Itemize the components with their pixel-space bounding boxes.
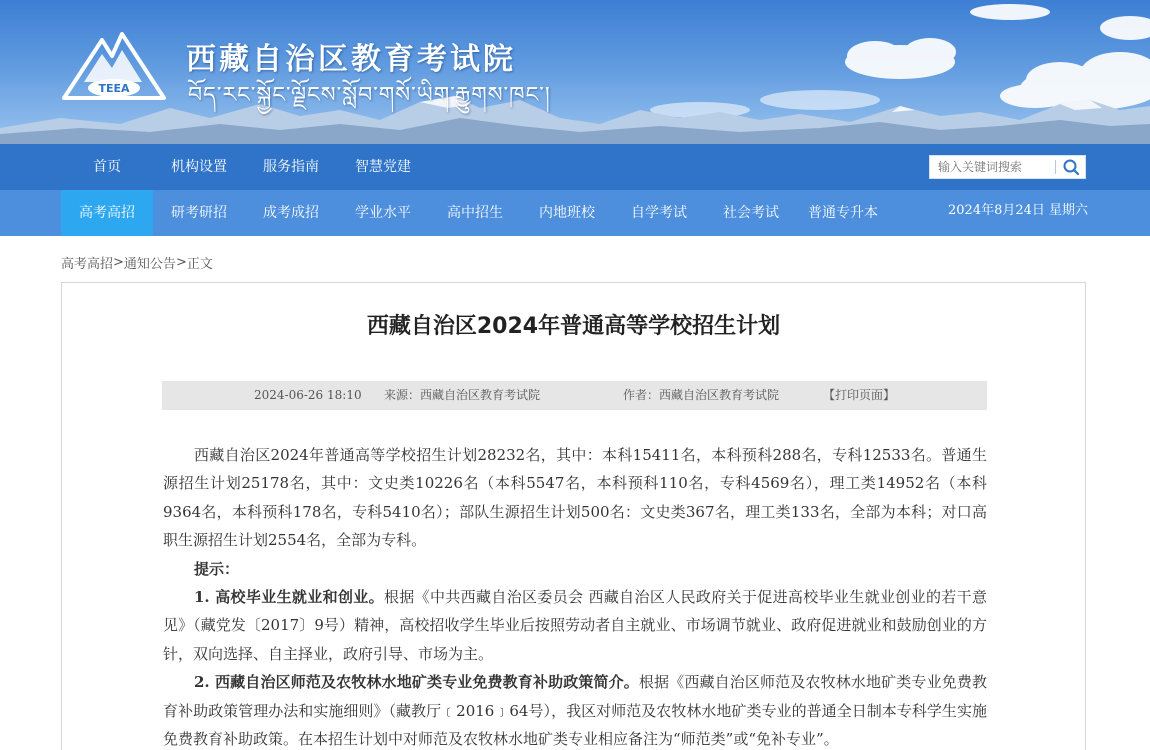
article-container [61,282,1086,750]
site-logo[interactable] [62,30,166,102]
breadcrumb-item-notices[interactable]: 通知公告 [123,257,176,272]
nav-item-service-guide[interactable]: 服务指南 [263,159,319,175]
secondary-nav [0,190,1150,236]
search-box [929,155,1086,179]
nav-item-party-building[interactable]: 智慧党建 [355,159,411,175]
search-input[interactable] [930,156,1054,178]
article-body [163,441,987,750]
banner-background [0,0,1150,144]
search-icon[interactable] [1060,158,1082,176]
breadcrumb-separator: > [113,255,124,270]
article-point-1 [163,583,987,668]
tip-label: 提示： [194,559,240,578]
nav-item-adult-exam[interactable]: 成考成招 [263,205,319,221]
point-2-body: 根据《西藏自治区师范及农牧林水地矿类专业免费教育补助政策管理办法和实施细则》（藏教厅﹝2016﹞64号），我区对师范及农牧林水地矿类专业的普通全日制本专科学生实施免费教育补助政策。在本招生计划中对师范及农牧林水地矿类专业相应备注为“师范类”或“免补专业”。 [163,673,987,749]
header-banner [0,0,1150,144]
current-date: 2024年8月24日 星期六 [948,203,1089,218]
breadcrumb-item-gaokao[interactable]: 高考高招 [61,257,114,272]
nav-item-graduate-exam[interactable]: 研考研招 [171,205,227,221]
article-author: 作者：西藏自治区教育考试院 [623,388,780,402]
nav-item-upgrade-exam[interactable]: 普通专升本 [808,205,878,221]
point-1-title: 1. 高校毕业生就业和创业。 [194,588,384,607]
article-date: 2024-06-26 18:10 [254,388,362,402]
article-title: 西藏自治区2024年普通高等学校招生计划 [366,314,781,339]
breadcrumb-item-current: 正文 [186,257,213,272]
nav-item-academic-level[interactable]: 学业水平 [355,205,411,221]
article-point-2 [163,668,987,750]
nav-item-gaokao[interactable]: 高考高招 [61,190,153,236]
site-title-tibetan: བོད་རང་སྐྱོང་ལྗོངས་སློབ་གསོ་ཡིག་རྒྱུགས་ཁང་། [188,83,551,108]
search-divider [1055,160,1056,174]
nav-item-organization[interactable]: 机构设置 [171,159,227,175]
site-title-chinese: 西藏自治区教育考试院 [186,42,516,77]
nav-item-home[interactable]: 首页 [93,159,121,175]
article-source: 来源：西藏自治区教育考试院 [384,388,541,402]
primary-nav [0,144,1150,190]
point-2-title: 2. 西藏自治区师范及农牧林水地矿类专业免费教育补助政策简介。 [194,673,639,692]
nav-item-self-study-exam[interactable]: 自学考试 [631,205,687,221]
article-meta-bar [162,381,987,410]
breadcrumb-separator: > [175,255,187,270]
breadcrumb [61,253,213,272]
nav-item-inland-classes[interactable]: 内地班校 [539,205,595,221]
nav-item-high-school-enrollment[interactable]: 高中招生 [447,205,503,221]
logo-text: TEEA [98,82,130,95]
nav-item-social-exam[interactable]: 社会考试 [723,205,779,221]
print-page-link[interactable]: 【打印页面】 [823,388,896,402]
article-paragraph: 西藏自治区2024年普通高等学校招生计划28232名，其中：本科15411名，本科预科288名，专科12533名。普通生源招生计划25178名，其中：文史类10226名（本科5547名，本科预科110名，专科4569名），理工类14952名（本科9364名，本科预科178名，专科5410名）；部队生源招生计划500名：文史类367名，理工类133名，全部为本科；对口高职生源招生计划2554名，全部为专科。 [163,446,987,550]
point-1-body: 根据《中共西藏自治区委员会 西藏自治区人民政府关于促进高校毕业生就业创业的若干意见》（藏党发〔2017〕9号）精神，高校招收学生毕业后按照劳动者自主就业、市场调节就业、政府促进就业和鼓励创业的方针，双向选择、自主择业，政府引导、市场为主。 [163,588,987,663]
